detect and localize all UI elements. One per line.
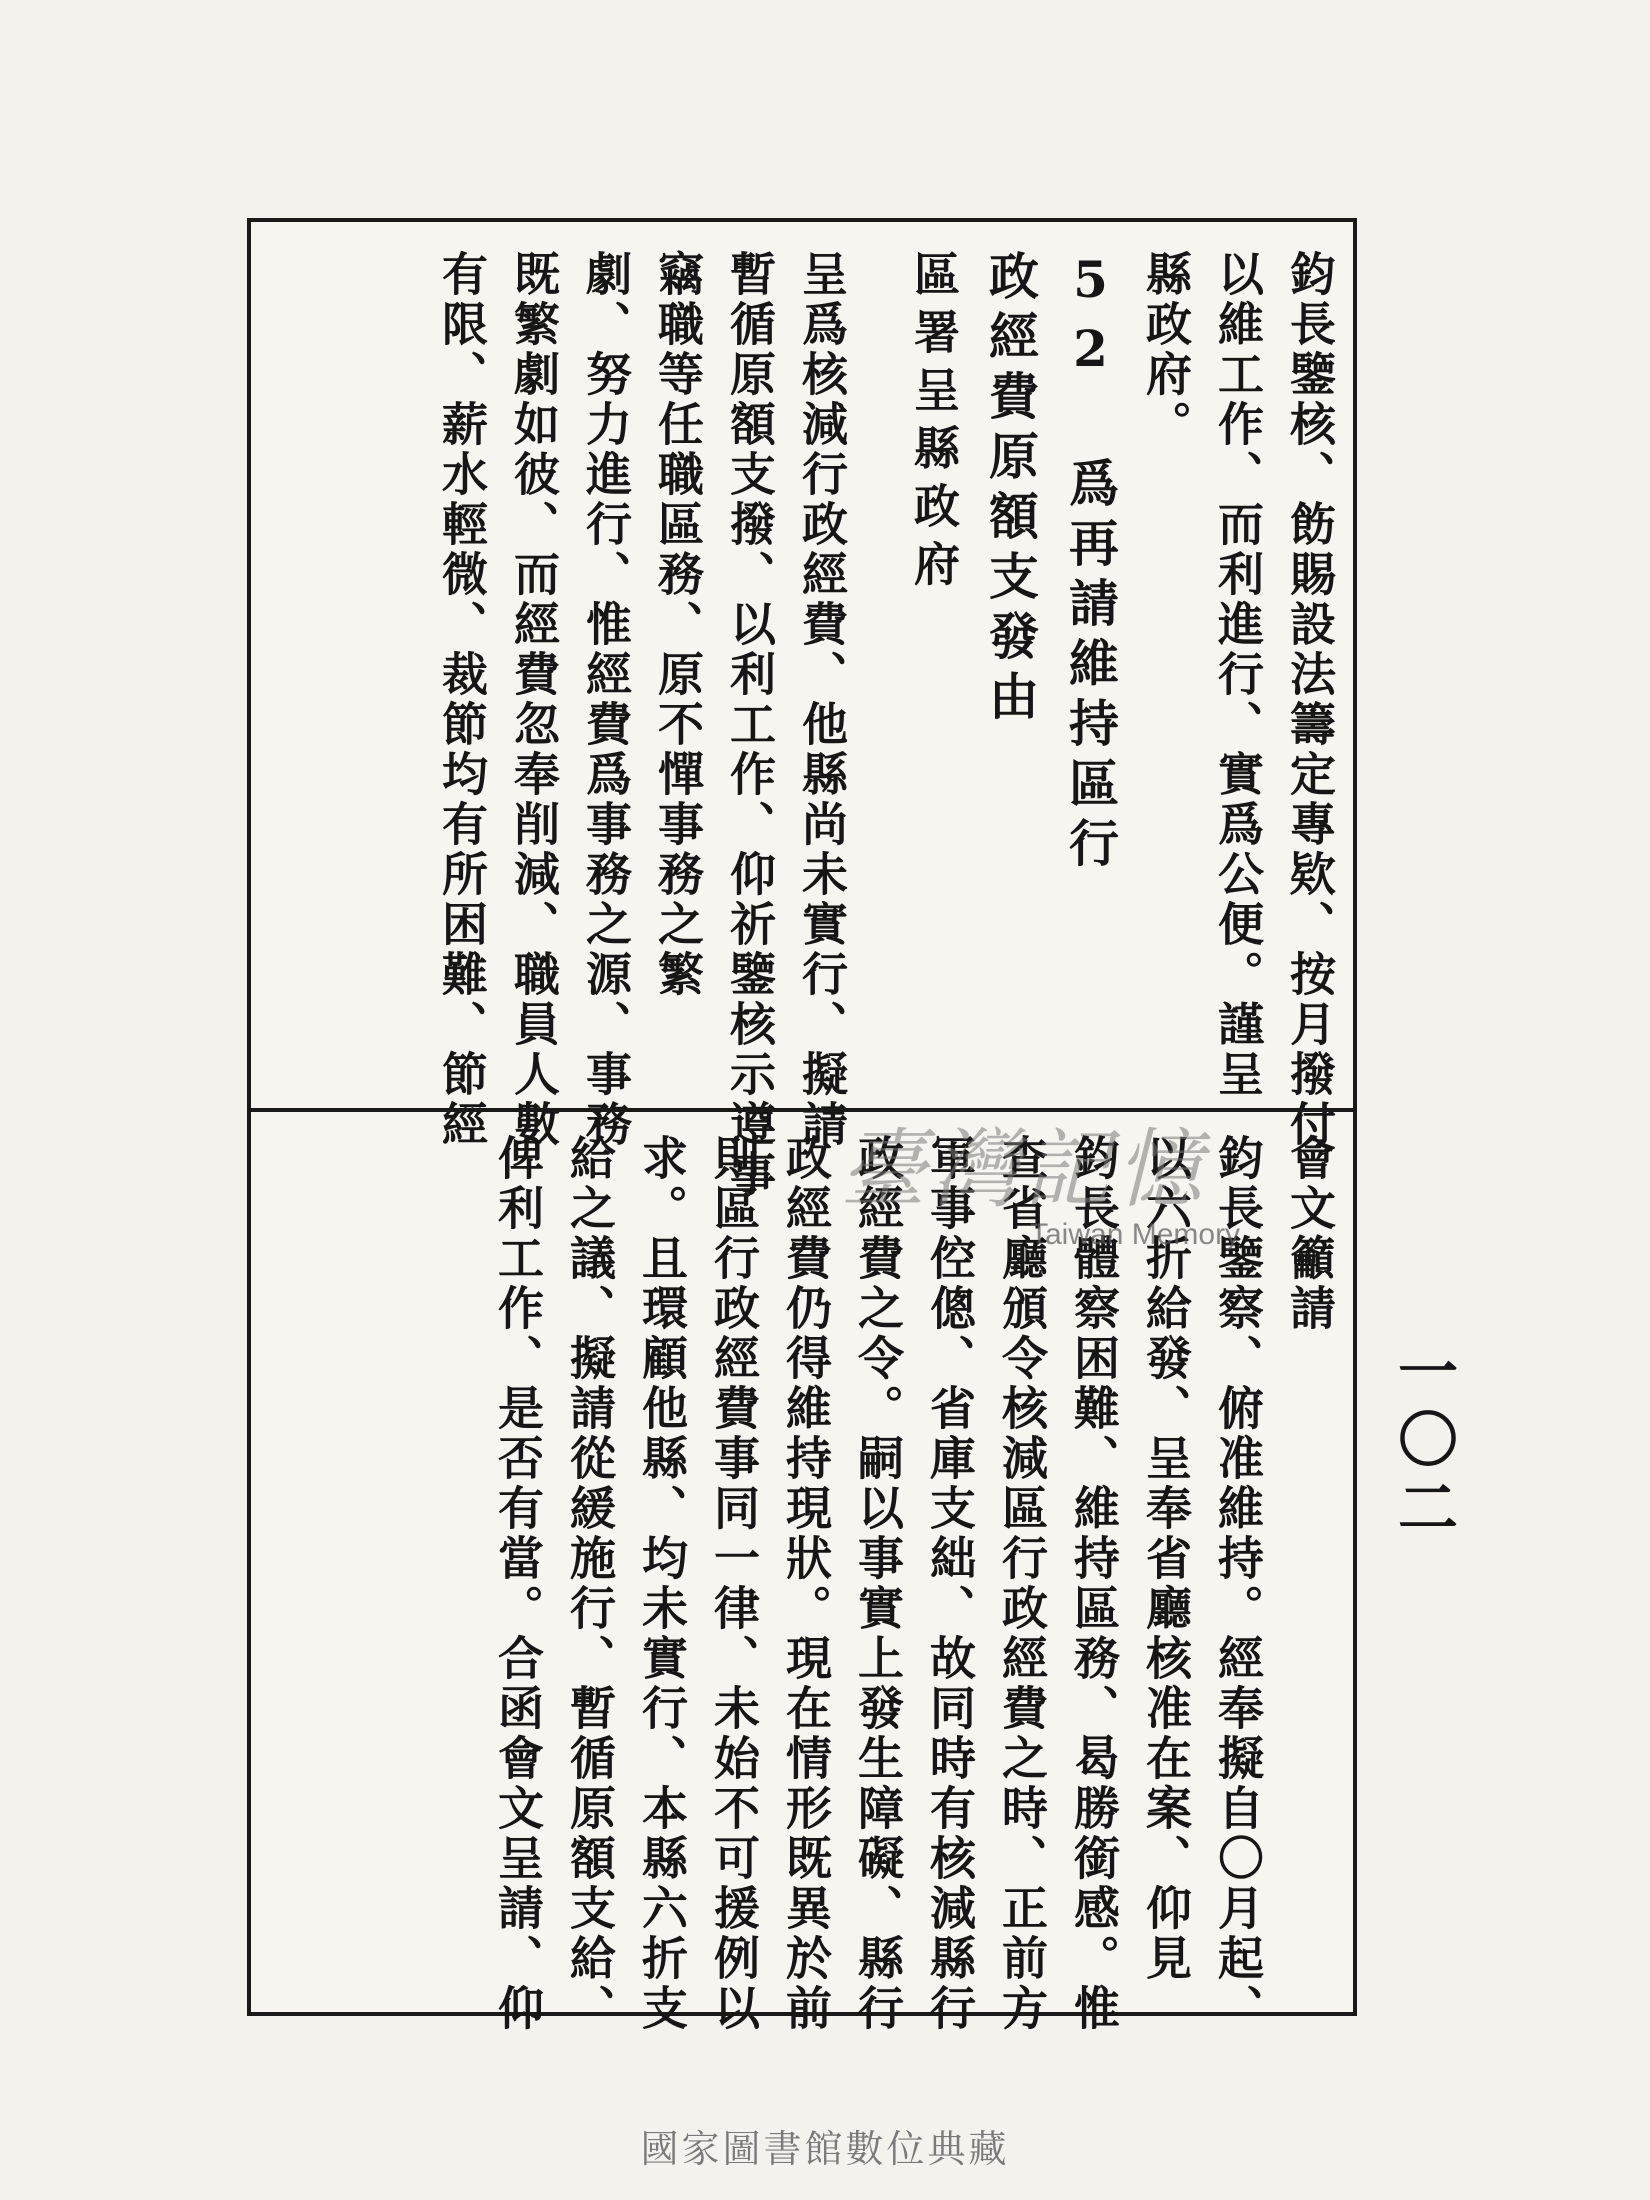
panel-divider [251, 1108, 1353, 1112]
watermark-text: 臺灣記憶 [840, 1120, 1208, 1220]
text-column: 則區行政經費事同一律、未始不可援例以 [707, 1134, 761, 2034]
document-frame [247, 218, 1357, 2034]
text-column: 以維工作、而利進行、實爲公便。謹呈 [1211, 250, 1265, 1100]
text-column: 求。且環顧他縣、均未實行、本縣六折支 [635, 1134, 689, 2034]
text-column: 暫循原額支撥、以利工作、仰祈鑒核示遵事 [723, 250, 777, 1200]
text-column: 俾利工作、是否有當。合函會文呈請、仰 [491, 1134, 545, 2034]
column-spacer [863, 250, 893, 1090]
footer-caption: 國家圖書館數位典藏 [640, 2127, 1010, 2171]
document-issuer: 區署呈縣政府 [907, 250, 961, 598]
text-column: 會文籲請 [1283, 1134, 1337, 1334]
text-column: 軍事倥傯、省庫支絀、故同時有核減縣行 [923, 1134, 977, 2034]
text-column: 縣政府。 [1139, 250, 1193, 450]
page-number: 一〇二 [1388, 1340, 1458, 1544]
watermark-logo [840, 1120, 1310, 1270]
text-column: 給之議、擬請從緩施行、暫循原額支給、 [563, 1134, 617, 2034]
text-column: 政經費之令。嗣以事實上發生障礙、縣行 [851, 1134, 905, 2034]
text-column: 以六折給發、呈奉省廳核准在案、仰見 [1139, 1134, 1193, 1984]
document-title-line2: 政經費原額支發由 [981, 250, 1040, 730]
text-column: 劇、努力進行、惟經費爲事務之源、事務 [579, 250, 633, 1150]
text-column: 呈爲核減行政經費、他縣尚未實行、擬請 [795, 250, 849, 1150]
text-column: 查省廳頒令核減區行政經費之時、正前方 [995, 1134, 1049, 2034]
text-column: 鈞長體察困難、維持區務、曷勝銜感。惟 [1067, 1134, 1121, 2034]
text-column: 既繁劇如彼、而經費忽奉削減、職員人數 [507, 250, 561, 1150]
text-column: 有限、薪水輕微、裁節均有所困難、節經 [435, 250, 489, 1150]
document-title-line1: 52 爲再請維持區行 [1061, 250, 1120, 877]
text-column: 政經費仍得維持現狀。現在情形既異於前 [779, 1134, 833, 2034]
text-column: 竊職等任職區務、原不憚事務之繁 [651, 250, 705, 1000]
text-column: 鈞長鑒察、俯准維持。經奉擬自〇月起、 [1211, 1134, 1265, 2034]
text-column: 鈞長鑒核、飭賜設法籌定專欵、按月撥付 [1283, 250, 1337, 1150]
watermark-subtext: Taiwan Memory [1030, 1218, 1241, 1251]
